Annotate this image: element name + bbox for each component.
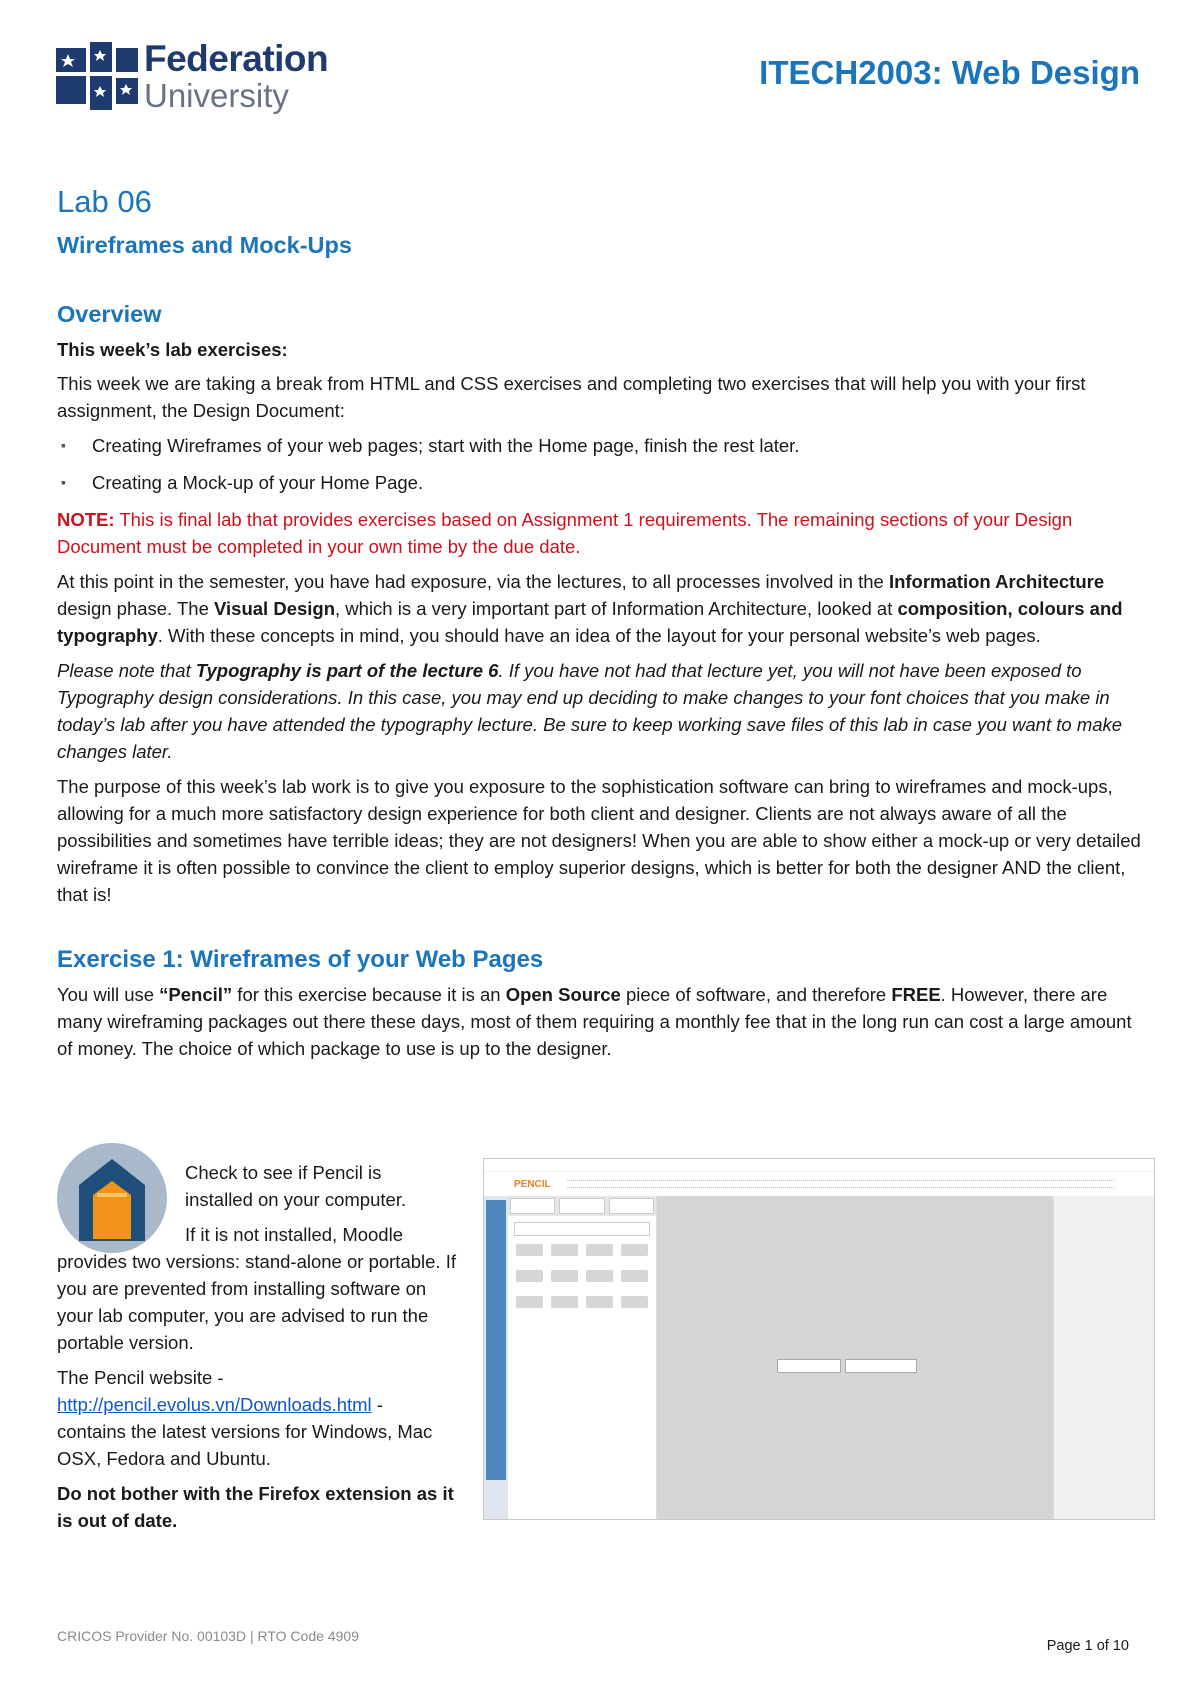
pencil-download-link[interactable]: http://pencil.evolus.vn/Downloads.html [57, 1394, 372, 1415]
screenshot-toolbar [484, 1172, 1154, 1197]
federation-crest-icon [56, 42, 138, 110]
screenshot-canvas [657, 1196, 1053, 1519]
list-item [57, 432, 1152, 459]
information-architecture-paragraph: At this point in the semester, you have had exposure, via the lectures, to all processes involved in the Information Architecture design phase. The Visual Design, which is a very important part of Information Architecture, looked at composition, colours and typography. With these concepts in mind, you should have an idea of the layout for your personal website’s web pages. [57, 571, 1123, 646]
list-item [57, 469, 1152, 496]
pencil-install-instructions [57, 1159, 459, 1542]
screenshot-side-rail [484, 1196, 508, 1519]
typography-note-paragraph: Please note that Typography is part of the lecture 6. If you have not had that lecture yet, you will not have been exposed to Typography design considerations. In this case, you may end up deciding to make changes to your font choices that you make in today’s lab after you have attended the typography lecture. Be sure to keep working save files of this lab in case you want to make changes later. [57, 660, 1123, 762]
pencil-app-screenshot [483, 1158, 1155, 1520]
footer-cricos: CRICOS Provider No. 00103D | RTO Code 4909 [57, 1628, 359, 1644]
logo-wordmark-university: University [144, 77, 289, 114]
exercise-list [57, 432, 1152, 496]
screenshot-properties-panel [1053, 1196, 1154, 1519]
main-content [57, 182, 1152, 1070]
overview-heading: Overview [57, 301, 162, 327]
website-line: http://pencil.evolus.vn/Downloads.html - [57, 1394, 383, 1415]
moodle-line: If it is not installed, Moodle [185, 1224, 403, 1245]
install-paragraph: provides two versions: stand-alone or portable. If you are prevented from installing software on your lab computer, you are advised to run the portable version. [57, 1251, 456, 1353]
overview-intro: This week we are taking a break from HTML and CSS exercises and completing two exercises that will help you with your first assignment, the Design Document: [57, 373, 1086, 421]
exercise1-heading: Exercise 1: Wireframes of your Web Pages [57, 946, 544, 973]
lab-title: Lab 06 [57, 184, 152, 219]
note-paragraph [57, 506, 1152, 560]
logo-wordmark-federation: Federation [144, 38, 329, 79]
check-line-2: installed on your computer. [185, 1189, 407, 1210]
purpose-paragraph: The purpose of this week’s lab work is to give you exposure to the sophistication software can bring to wireframes and mock-ups, allowing for a much more satisfactory design experience for both client and designer. Clients are not always aware of all the possibilities and sometimes have terrible ideas; they are not designers! When you are able to show either a mock-up or very detailed wireframe it is often possible to convince the client to employ superior designs, which is better for both the designer AND the client, that is! [57, 776, 1141, 905]
note-label: NOTE: [57, 509, 115, 530]
exercise1-paragraph: You will use “Pencil” for this exercise because it is an Open Source piece of software, and therefore FREE. However, there are many wireframing packages out there these days, most of them requiring a monthly fee that in the long run can cost a large amount of money. The choice of which package to use is up to the designer. [57, 984, 1132, 1059]
screenshot-toolbar-icons [567, 1180, 1114, 1188]
website-label: The Pencil website - [57, 1367, 224, 1388]
website-rest: contains the latest versions for Windows, Mac OSX, Fedora and Ubuntu. [57, 1421, 433, 1469]
screenshot-titlebar [484, 1159, 1154, 1172]
lab-subtitle: Wireframes and Mock-Ups [57, 232, 352, 258]
page-number: Page 1 of 10 [1046, 1638, 1129, 1654]
check-line-1: Check to see if Pencil is [185, 1162, 382, 1183]
bullet-icon: ▪ [61, 437, 66, 453]
course-title: ITECH2003: Web Design [759, 54, 1140, 91]
overview-lead: This week’s lab exercises: [57, 339, 288, 360]
screenshot-shapes-panel [508, 1196, 657, 1519]
list-item-text: Creating Wireframes of your web pages; start with the Home page, finish the rest later. [92, 435, 800, 456]
screenshot-brand: PENCIL [514, 1178, 551, 1190]
list-item-text: Creating a Mock-up of your Home Page. [92, 472, 424, 493]
note-text: This is final lab that provides exercises based on Assignment 1 requirements. The remaining sections of your Design Document must be completed in your own time by the due date. [57, 509, 1073, 557]
firefox-warning: Do not bother with the Firefox extension as it is out of date. [57, 1483, 454, 1531]
federation-logo [56, 40, 328, 112]
bullet-icon: ▪ [61, 474, 66, 490]
